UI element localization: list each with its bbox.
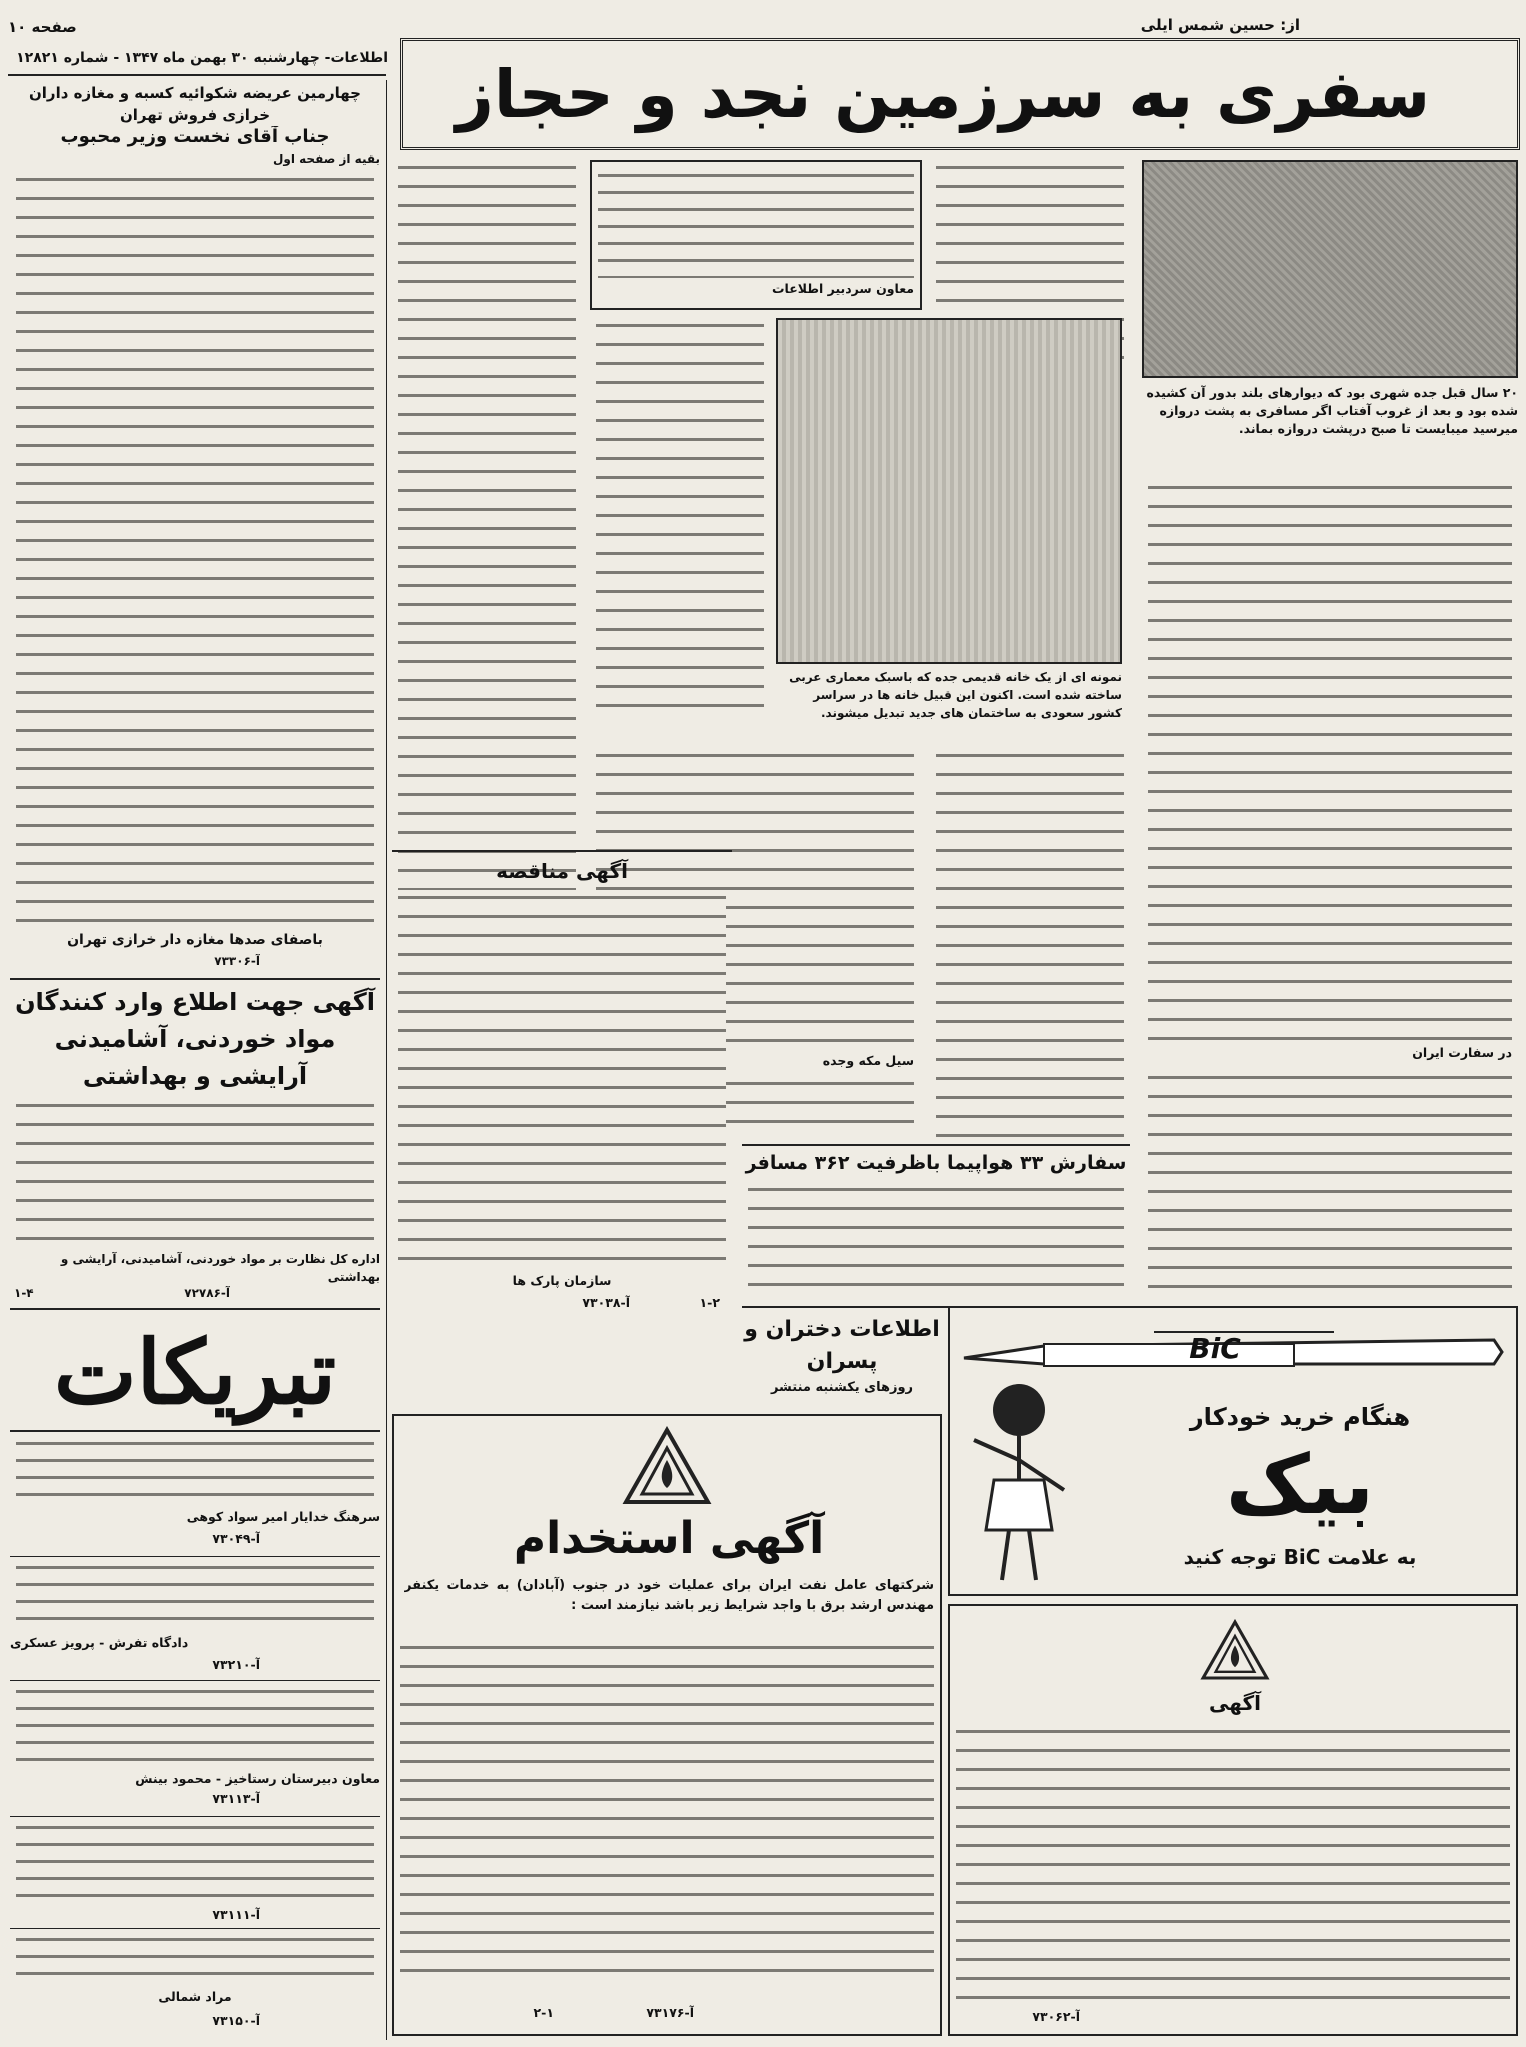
nioc-notice-logo-icon [1200,1618,1270,1682]
employment-ad [392,1414,942,2036]
photo-jeddah-city [1142,160,1518,378]
congrats-entry-3 [10,1684,380,1812]
photo-jeddah-caption: ۲۰ سال قبل جده شهری بود که دیوارهای بلند بدور آن کشیده شده بود و بعد از غروب آفتاب اگر مسافری به پشت دروازه میرسید میبایست تا صبح درپشت دروازه بماند. [1146,385,1518,436]
petition-title: چهارمین عریضه شکوائیه کسبه و مغازه داران خرازی فروش تهران [28,84,361,124]
notice-body [10,1098,380,1248]
page-number: صفحه ۱۰ [8,18,77,36]
congrats-1-sign: سرهنگ خدایار امیر سواد کوهی [186,1509,380,1524]
photo-old-house-caption: نمونه ای از یک خانه قدیمی جده که باسبک معماری عربی ساخته شده است. اکنون این قبیل خانه ها در سراسر کشور سعودی به ساختمان های جدید تبدیل میشوند. [789,670,1122,720]
column-rule-left [386,80,387,2040]
bic-brand: BiC [1189,1332,1241,1365]
nioc-notice-code: آ-۷۳۰۶۲ [1032,2009,1080,2024]
petition-subtitle: جناب آقای نخست وزیر محبوب [60,126,330,147]
nioc-notice-body [956,1724,1510,2004]
rule-left-5 [10,1680,380,1681]
congrats-1-code: آ-۷۳۰۴۹ [212,1531,260,1546]
girls-boys-subtitle: روزهای یکشنبه منتشر [770,1380,914,1395]
notice-code: آ-۷۲۷۸۶ [184,1286,230,1300]
employment-intro: شرکتهای عامل نفت ایران برای عملیات خود در جنوب (آبادان) به خدمات یکنفر مهندس ارشد برق با واجد شرایط زیر باشد نیازمند است : [404,1578,934,1613]
notice-office: اداره کل نظارت بر مواد خوردنی، آشامیدنی، آرایشی و بهداشتی [60,1252,380,1284]
congrats-banner: تبریکات [53,1320,337,1424]
tender-title: آگهی مناقصه [496,859,628,883]
nioc-notice [948,1604,1518,2036]
employment-code: آ-۷۳۱۷۶ [646,2005,694,2020]
congrats-entry-5 [10,1932,380,2036]
tender-signature: سازمان پارک ها [512,1273,612,1288]
congrats-5-code: آ-۷۳۱۵۰ [212,2013,260,2028]
section-embassy: در سفارت ایران [1412,1045,1512,1060]
tender-number: ۱-۲ [699,1295,720,1310]
bic-line-3: به علامت BiC توجه کنید [1183,1545,1417,1569]
congrats-2-code: آ-۷۳۲۱۰ [212,1657,260,1672]
bic-ad [948,1306,1518,1596]
rule-left-3 [10,1430,380,1432]
rule-left-4 [10,1556,380,1557]
photo-old-house [776,318,1122,664]
jet-news-title: سفارش ۳۳ هواپیما باظرفیت ۳۶۲ مسافر [745,1152,1127,1174]
article-title-box [400,38,1520,150]
article-col-right-1 [1142,480,1518,1300]
employment-body [400,1640,934,1980]
article-byline: از: حسین شمس ایلی [1140,16,1300,34]
article-col-right-2 [930,748,1130,1140]
girls-boys-title: اطلاعات دختران و پسران [744,1317,940,1374]
notice-title: آگهی جهت اطلاع وارد کنندگان مواد خوردنی، آشامیدنی آرایشی و بهداشتی [15,988,375,1090]
bic-boy-mascot-icon [964,1380,1074,1590]
editor-note-title: معاون سردبیر اطلاعات [771,281,914,296]
tender-code: آ-۷۳۰۳۸ [582,1295,630,1310]
congrats-2-sign: دادگاه تفرش - پرویز عسکری [10,1635,189,1650]
notice-number: ۱-۴ [14,1286,34,1300]
editor-note-box [590,160,922,310]
bic-line-1: هنگام خرید خودکار [1189,1403,1411,1431]
section-flood: سیل مکه وجده [822,1053,914,1068]
article-title: سفری به سرزمین نجد و حجاز [455,56,1431,133]
rule-left-7 [10,1928,380,1929]
jet-news-body [742,1182,1130,1302]
rule-left-2 [10,1308,380,1310]
rule-jet [742,1144,1130,1146]
issue-line: اطلاعات- چهارشنبه ۳۰ بهمن ماه ۱۳۴۷ - شماره ۱۲۸۲۱ [16,50,388,66]
article-col-center [590,318,770,718]
petition-continued: بقیه از صفحه اول [272,152,380,166]
employment-title: آگهی استخدام [513,1513,825,1564]
congrats-entry-2 [10,1560,380,1678]
congrats-3-sign: معاون دبیرستان رستاخیز - محمود بینش [135,1771,380,1786]
nioc-logo-icon [622,1426,712,1506]
tender-body [392,890,732,1270]
employment-number: ۲-۱ [533,2005,554,2020]
congrats-entry-4 [10,1820,380,1926]
congrats-entry-1 [10,1436,380,1554]
petition-code: آ-۷۳۳۰۶ [214,954,260,968]
petition-body [10,172,380,932]
bic-line-2: بیک [1225,1438,1375,1533]
header-rule [8,74,386,76]
nioc-notice-title: آگهی [1209,1691,1261,1715]
congrats-4-code: آ-۷۳۱۱۱ [212,1907,260,1922]
rule-tender [392,850,732,852]
rule-left-1 [10,978,380,980]
petition-signature: باصفای صدها مغازه دار خرازی تهران [67,932,323,948]
congrats-3-code: آ-۷۳۱۱۳ [212,1791,260,1806]
rule-left-6 [10,1816,380,1817]
congrats-5-sign: مراد شمالی [158,1989,232,2004]
